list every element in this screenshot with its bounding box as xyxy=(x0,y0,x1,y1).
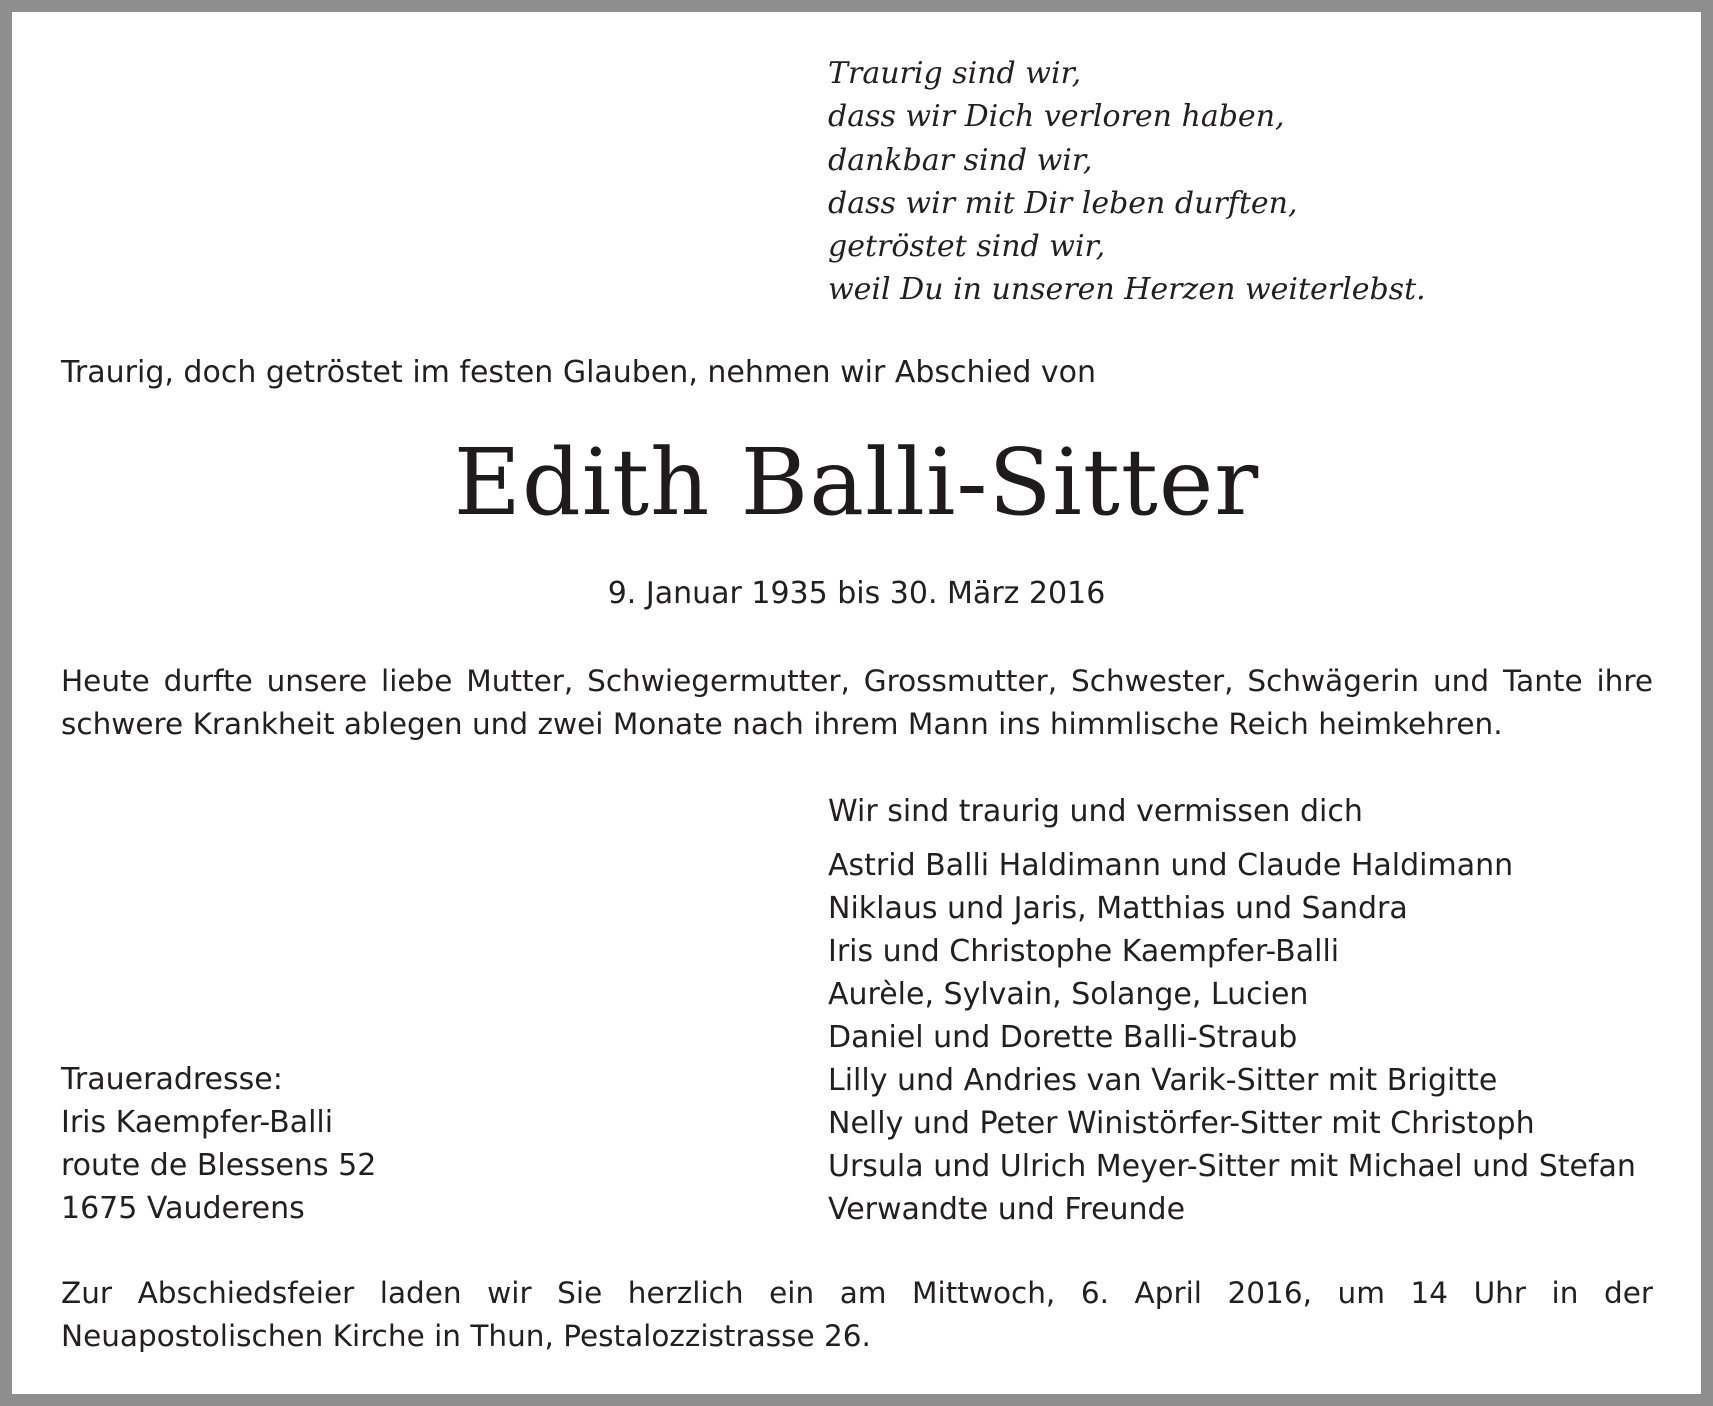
list-item: Niklaus und Jaris, Matthias und Sandra xyxy=(828,891,1408,926)
poem xyxy=(828,52,1426,312)
ceremony-invitation: Zur Abschiedsfeier laden wir Sie herzlich ein am Mittwoch, 6. April 2016, um 14 Uhr in der Neuapostolischen Kirche in Thun, Pestalozzistrasse 26. xyxy=(61,1276,1653,1353)
poem-line: weil Du in unseren Herzen weiterlebst. xyxy=(828,272,1426,308)
list-item: Lilly und Andries van Varik-Sitter mit Brigitte xyxy=(828,1063,1498,1098)
list-item: Verwandte und Freunde xyxy=(828,1192,1186,1227)
list-item: Ursula und Ulrich Meyer-Sitter mit Michael und Stefan xyxy=(828,1149,1636,1184)
poem-line: getröstet sind wir, xyxy=(828,229,1106,265)
deceased-name: Edith Balli-Sitter xyxy=(453,429,1260,536)
mourners-list xyxy=(828,844,1636,1231)
poem-line: dass wir mit Dir leben durften, xyxy=(828,185,1298,221)
mourners-lead: Wir sind traurig und vermissen dich xyxy=(828,794,1363,829)
address-line: route de Blessens 52 xyxy=(61,1148,377,1183)
intro-text: Traurig, doch getröstet im festen Glauben, nehmen wir Abschied von xyxy=(61,355,1097,390)
poem-line: Traurig sind wir, xyxy=(828,56,1082,91)
poem-line: dass wir Dich verloren haben, xyxy=(828,99,1285,135)
life-dates: 9. Januar 1935 bis 30. März 2016 xyxy=(607,576,1106,611)
list-item: Astrid Balli Haldimann und Claude Haldimann xyxy=(828,848,1514,883)
address-label: Traueradresse: xyxy=(61,1062,283,1097)
poem-line: dankbar sind wir, xyxy=(828,142,1093,178)
announcement-text: Heute durfte unsere liebe Mutter, Schwiegermutter, Grossmutter, Schwester, Schwägerin und Tante ihre schwere Krankheit ablegen und zwei Monate nach ihrem Mann ins himmlische Reich heimkehren. xyxy=(61,664,1653,741)
list-item: Aurèle, Sylvain, Solange, Lucien xyxy=(828,977,1309,1012)
mourners-block xyxy=(828,790,1636,1231)
list-item: Iris und Christophe Kaempfer-Balli xyxy=(828,934,1340,969)
mourning-address xyxy=(61,1058,376,1230)
address-line: Iris Kaempfer-Balli xyxy=(61,1105,334,1140)
list-item: Daniel und Dorette Balli-Straub xyxy=(828,1020,1298,1055)
list-item: Nelly und Peter Winistörfer-Sitter mit Christoph xyxy=(828,1106,1535,1141)
address-line: 1675 Vauderens xyxy=(61,1191,305,1226)
